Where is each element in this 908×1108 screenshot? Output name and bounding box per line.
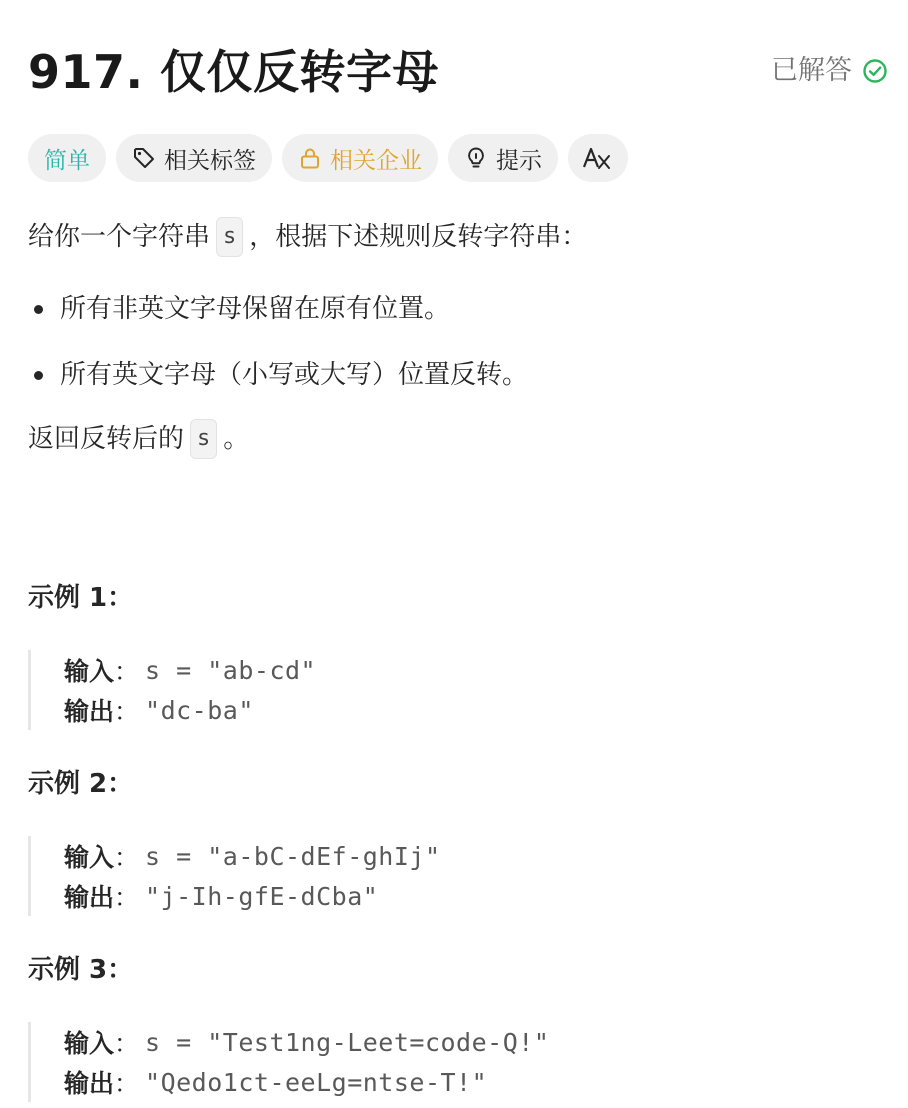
- input-label: 输入: [64, 843, 115, 872]
- difficulty-label: 简单: [44, 147, 90, 174]
- tag-icon: [132, 146, 156, 170]
- example-block: [28, 836, 878, 916]
- solved-status: [771, 54, 888, 88]
- input-value: s = "ab-cd": [145, 655, 317, 685]
- problem-description: [28, 212, 878, 464]
- output-value: "Qedo1ct-eeLg=ntse-T!": [145, 1067, 488, 1097]
- example-title: 示例 2：: [28, 769, 134, 799]
- input-label: 输入: [64, 1029, 115, 1058]
- return-text-end: 。: [223, 424, 250, 454]
- list-item: [28, 276, 878, 342]
- output-label: 输出: [64, 697, 115, 726]
- intro-text-end: ，根据下述规则反转字符串：: [249, 222, 588, 252]
- inline-code: s: [190, 419, 217, 459]
- related-companies-label: 相关企业: [330, 147, 422, 174]
- input-label: 输入: [64, 657, 115, 686]
- lightbulb-icon: [464, 146, 488, 170]
- example-title: 示例 1：: [28, 583, 134, 613]
- example-block: [28, 1022, 878, 1102]
- bullet-dot: [34, 305, 43, 314]
- output-value: "dc-ba": [145, 695, 254, 725]
- example-title: 示例 3：: [28, 955, 134, 985]
- output-label: 输出: [64, 1069, 115, 1098]
- label-colon: ：: [114, 1029, 140, 1058]
- inline-code: s: [216, 217, 243, 257]
- input-value: s = "Test1ng-Leet=code-Q!": [145, 1027, 550, 1057]
- solved-status-label: 已解答: [771, 55, 852, 86]
- hint-label: 提示: [496, 147, 542, 174]
- problem-header: [28, 40, 888, 104]
- label-colon: ：: [114, 697, 140, 726]
- label-colon: ：: [114, 843, 140, 872]
- translate-icon: [582, 145, 614, 171]
- problem-title: 917. 仅仅反转字母: [28, 45, 440, 99]
- rule-text: 所有英文字母（小写或大写）位置反转。: [60, 360, 529, 390]
- return-paragraph: [28, 414, 878, 464]
- list-item: [28, 342, 878, 408]
- hint-button[interactable]: [448, 134, 558, 182]
- output-label: 输出: [64, 883, 115, 912]
- label-colon: ：: [114, 883, 140, 912]
- intro-paragraph: [28, 212, 878, 262]
- related-tags-label: 相关标签: [164, 147, 256, 174]
- check-circle-icon: [862, 58, 888, 84]
- example-input-line: [64, 650, 878, 690]
- label-colon: ：: [114, 1069, 140, 1098]
- input-value: s = "a-bC-dEf-ghIj": [145, 841, 441, 871]
- bullet-dot: [34, 371, 43, 380]
- lock-icon: [298, 146, 322, 170]
- related-tags-button[interactable]: [116, 134, 272, 182]
- output-value: "j-Ih-gfE-dCba": [145, 881, 379, 911]
- example-output-line: [64, 690, 878, 730]
- return-text: 返回反转后的: [28, 424, 185, 454]
- rules-list: [28, 276, 878, 408]
- example-output-line: [64, 1062, 878, 1102]
- rule-text: 所有非英文字母保留在原有位置。: [60, 294, 451, 324]
- intro-text: 给你一个字符串: [28, 222, 211, 252]
- example-input-line: [64, 836, 878, 876]
- example-block: [28, 650, 878, 730]
- difficulty-tag[interactable]: [28, 134, 106, 182]
- translate-button[interactable]: [568, 134, 628, 182]
- example-input-line: [64, 1022, 878, 1062]
- problem-tags: [28, 134, 628, 182]
- example-output-line: [64, 876, 878, 916]
- label-colon: ：: [114, 657, 140, 686]
- related-companies-button[interactable]: [282, 134, 438, 182]
